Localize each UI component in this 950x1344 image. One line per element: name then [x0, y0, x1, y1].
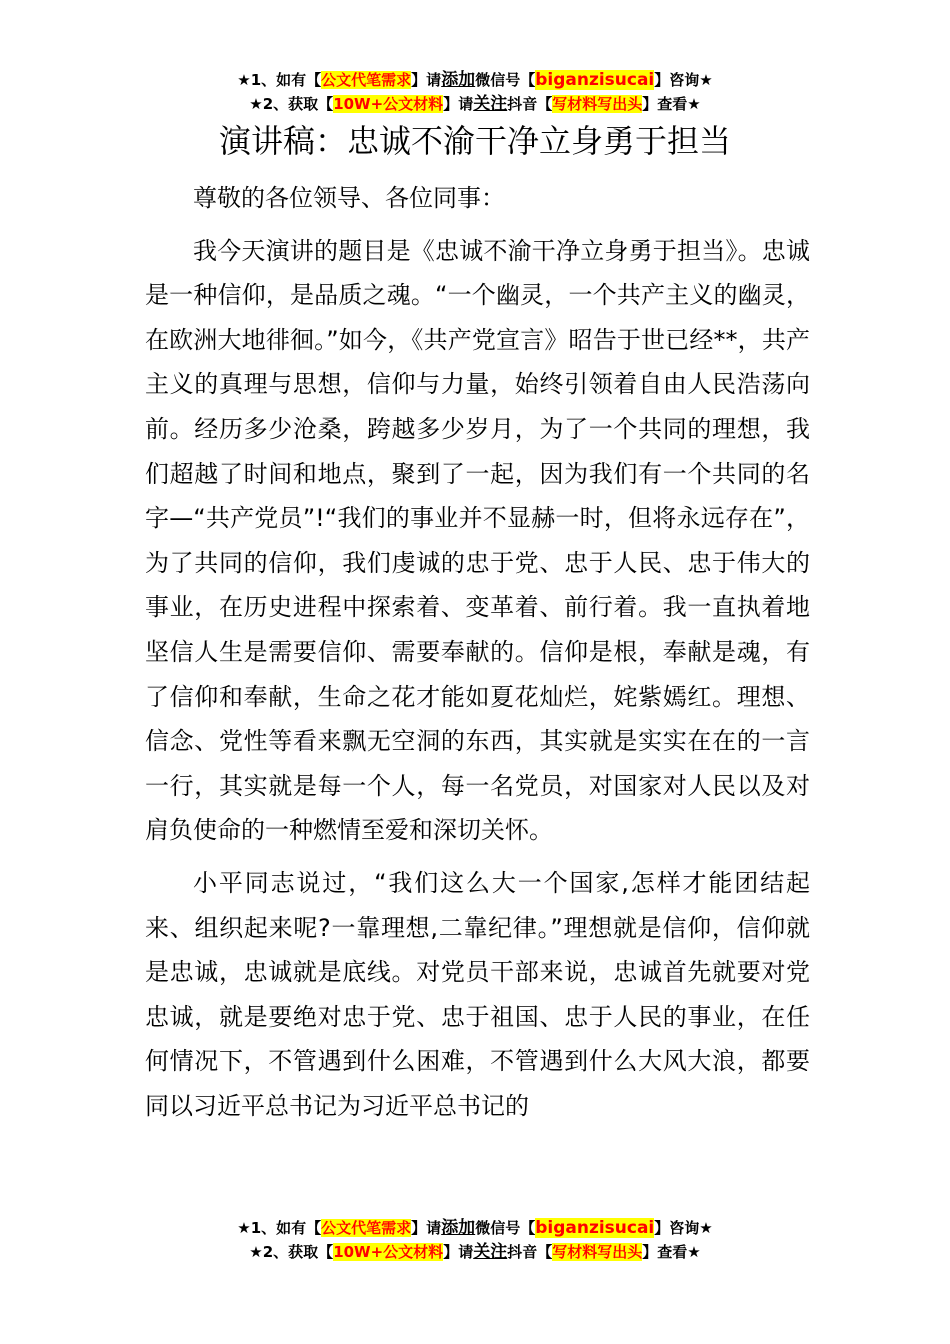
promo-wechat-id: biganzisucai	[535, 70, 655, 90]
promo-text: ★2、获取【	[249, 95, 334, 113]
document-title: 演讲稿：忠诚不渝干净立身勇于担当	[218, 122, 731, 160]
footer-promo-banner	[0, 1216, 950, 1264]
promo-underline: 添加	[441, 1218, 476, 1238]
promo-highlight: 公文代笔需求	[321, 1219, 412, 1237]
paragraph: 小平同志说过，“我们这么大一个国家,怎样才能团结起来、组织起来呢?一靠理想,二靠纪律。”理想就是信仰，信仰就是忠诚，忠诚就是底线。对党员干部来说，忠诚首先就要对党忠诚，就是要绝对忠于党、忠于祖国、忠于人民的事业，在任何情况下，不管遇到什么困难，不管遇到什么大风大浪，都要同以习近平总书记为习近平总书记的	[145, 868, 810, 1120]
promo-text: 】请	[411, 71, 442, 89]
promo-text: 】查看★	[642, 95, 701, 113]
paragraph: 我今天演讲的题目是《忠诚不渝干净立身勇于担当》。忠诚是一种信仰，是品质之魂。“一个幽灵，一个共产主义的幽灵，在欧洲大地徘徊。”如今，《共产党宣言》昭告于世已经**，共产主义的真理与思想，信仰与力量，始终引领着自由人民浩荡向前。经历多少沧桑，跨越多少岁月，为了一个共同的理想，我们超越了时间和地点，聚到了一起，因为我们有一个共同的名字—“共产党员”!“我们的事业并不显赫一时，但将永远存在”，为了共同的信仰，我们虔诚的忠于党、忠于人民、忠于伟大的事业，在历史进程中探索着、变革着、前行着。我一直执着地坚信人生是需要信仰、需要奉献的。信仰是根，奉献是魂，有了信仰和奉献，生命之花才能如夏花灿烂，姹紫嫣红。理想、信念、党性等看来飘无空洞的东西，其实就是实实在在的一言一行，其实就是每一个人，每一名党员，对国家对人民以及对肩负使命的一种燃情至爱和深切关怀。	[145, 236, 810, 845]
promo-underline: 关注	[473, 1242, 508, 1262]
promo-highlight: 公文代笔需求	[321, 71, 412, 89]
promo-highlight: 10W+公文材料	[333, 1243, 444, 1261]
header-promo-banner	[0, 68, 950, 116]
promo-douyin-id: 写材料写出头	[552, 95, 643, 113]
promo-text: 微信号【	[475, 71, 536, 89]
promo-text: 】请	[443, 1243, 474, 1261]
document-body	[145, 176, 810, 1136]
promo-text: ★1、如有【	[237, 1219, 322, 1237]
promo-highlight: 10W+公文材料	[333, 95, 444, 113]
promo-text: ★2、获取【	[249, 1243, 334, 1261]
promo-text: ★1、如有【	[237, 71, 322, 89]
promo-line-1	[0, 68, 950, 92]
promo-underline: 添加	[441, 70, 476, 90]
promo-text: 抖音【	[507, 95, 553, 113]
promo-line-2	[0, 1240, 950, 1264]
salutation: 尊敬的各位领导、各位同事：	[193, 184, 505, 212]
promo-douyin-id: 写材料写出头	[552, 1243, 643, 1261]
promo-line-1	[0, 1216, 950, 1240]
promo-text: 】咨询★	[654, 71, 713, 89]
promo-text: 微信号【	[475, 1219, 536, 1237]
promo-text: 抖音【	[507, 1243, 553, 1261]
promo-underline: 关注	[473, 94, 508, 114]
promo-text: 】请	[443, 95, 474, 113]
promo-wechat-id: biganzisucai	[535, 1218, 655, 1238]
promo-line-2	[0, 92, 950, 116]
promo-text: 】请	[411, 1219, 442, 1237]
promo-text: 】查看★	[642, 1243, 701, 1261]
promo-text: 】咨询★	[654, 1219, 713, 1237]
